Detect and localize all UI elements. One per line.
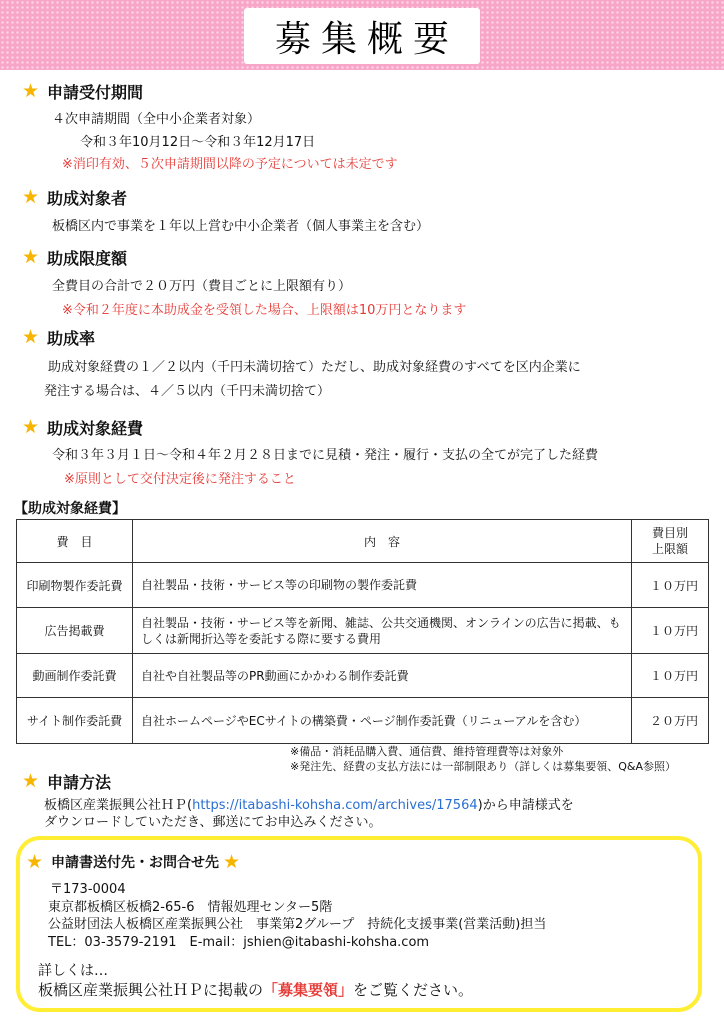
table-header-row [17,520,709,563]
contact-tel-email: TEL：03-3579-2191 E-mail：jshien@itabashi-kohsha.com [48,935,430,950]
final-post: をご覧ください。 [353,981,474,999]
heading-text: 助成限度額 [47,249,128,268]
title-box [244,8,480,64]
apply-url-link[interactable]: https://itabashi-kohsha.com/archives/17564 [192,798,478,813]
row-content: 自社製品・技術・サービス等の印刷物の製作委託費 [133,563,632,608]
heading-text: 助成対象者 [47,189,128,208]
period-line1: ４次申請期間（全中小企業者対象） [52,112,261,127]
star-icon: ★ [223,850,241,873]
contact-heading [26,852,248,872]
row-item: 動画制作委託費 [17,654,133,698]
expense-line1: 令和３年３月１日～令和４年２月２８日までに見積・発注・履行・支払の全てが完了した経費 [52,448,599,463]
table-row [17,698,709,744]
row-limit: １０万円 [632,654,709,698]
table-note-2: ※発注先、経費の支払方法には一部制限あり（詳しくは募集要領、Q&A参照） [290,760,676,773]
header-limit [632,520,709,563]
row-item: サイト制作委託費 [17,698,133,744]
star-icon: ★ [26,850,44,873]
table-row [17,563,709,608]
limit-note: ※令和２年度に本助成金を受領した場合、上限額は10万円となります [62,303,467,318]
contact-org: 公益財団法人板橋区産業振興公社 事業第2グループ 持続化支援事業(営業活動)担当 [48,917,547,932]
header-item: 費 目 [17,520,133,563]
table-note-1: ※備品・消耗品購入費、通信費、維持管理費等は対象外 [290,745,564,758]
heading-text: 申請受付期間 [47,83,144,102]
header-limit-line2: 上限額 [651,542,688,556]
heading-text: 申請書送付先・お問合せ先 [51,855,220,871]
limit-line1: 全費目の合計で２０万円（費目ごとに上限額有り） [52,279,352,294]
row-item: 印刷物製作委託費 [17,563,133,608]
row-limit: １０万円 [632,563,709,608]
star-icon: ★ [22,186,40,208]
apply-line1-post: )から申請様式を [477,798,574,813]
header-banner [0,0,724,70]
expense-table [16,519,709,744]
contact-final [38,979,473,1000]
final-emph: 「募集要領」 [263,981,354,999]
section-expense-heading [22,416,143,439]
heading-text: 申請方法 [47,773,112,792]
rate-line1: 助成対象経費の１／２以内（千円未満切捨て）ただし、助成対象経費のすべてを区内企業に [48,360,581,375]
apply-line2: ダウンロードしていただき、郵送にてお申込みください。 [44,815,382,830]
table-label: 【助成対象経費】 [14,501,126,517]
period-line2: 令和３年10月12日～令和３年12月17日 [80,135,316,150]
star-icon: ★ [22,326,40,348]
contact-more: 詳しくは… [38,963,108,979]
row-content: 自社製品・技術・サービス等を新聞、雑誌、公共交通機関、オンラインの広告に掲載、もしくは新聞折込等を委託する際に要する費用 [133,608,632,654]
apply-line1-pre: 板橋区産業振興公社ＨＰ( [44,798,193,813]
row-limit: ２０万円 [632,698,709,744]
table-row [17,654,709,698]
page-title: 募集概要 [274,18,459,60]
heading-text: 助成対象経費 [47,419,144,438]
row-limit: １０万円 [632,608,709,654]
header-limit-line1: 費目別 [651,526,688,540]
row-content: 自社ホームページやECサイトの構築費・ページ制作委託費（リニューアルを含む） [133,698,632,744]
star-icon: ★ [22,770,40,792]
heading-text: 助成率 [47,329,96,348]
target-line1: 板橋区内で事業を１年以上営む中小企業者（個人事業主を含む） [52,219,430,234]
contact-postal: 〒173-0004 [50,882,126,897]
star-icon: ★ [22,246,40,268]
period-note: ※消印有効、５次申請期間以降の予定については未定です [62,157,398,172]
section-apply-heading [22,770,111,793]
expense-note: ※原則として交付決定後に発注すること [64,472,296,487]
section-period-heading [22,80,143,103]
row-item: 広告掲載費 [17,608,133,654]
rate-line2: 発注する場合は、４／５以内（千円未満切捨て） [44,384,331,399]
section-rate-heading [22,326,95,349]
section-limit-heading [22,246,127,269]
contact-address: 東京都板橋区板橋2-65-6 情報処理センター5階 [48,900,333,915]
final-pre: 板橋区産業振興公社ＨＰに掲載の [38,981,264,999]
section-target-heading [22,186,127,209]
header-content: 内 容 [133,520,632,563]
row-content: 自社や自社製品等のPR動画にかかわる制作委託費 [133,654,632,698]
table-row [17,608,709,654]
star-icon: ★ [22,80,40,102]
star-icon: ★ [22,416,40,438]
